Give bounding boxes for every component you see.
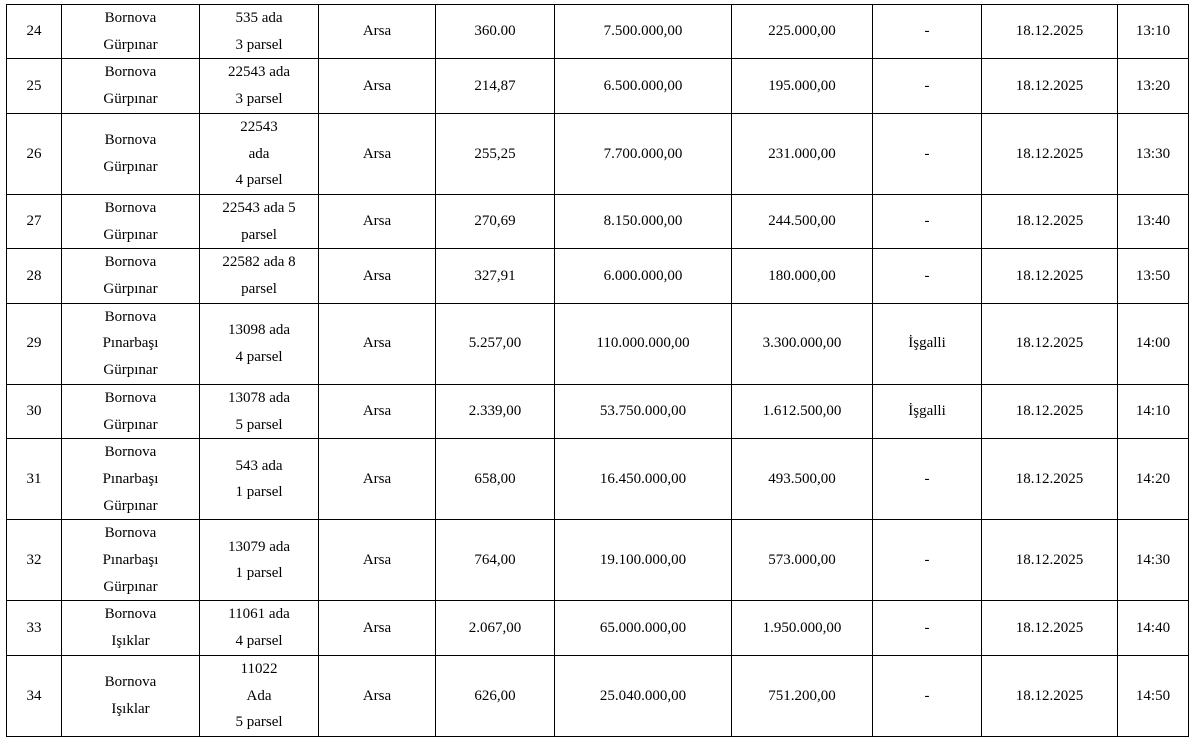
occupancy-note-cell: İşgalli <box>873 303 982 384</box>
table-row <box>7 601 1189 655</box>
location-cell: Bornova Gürpınar <box>62 5 200 59</box>
auction-time-cell: 14:30 <box>1118 520 1189 601</box>
parcel-cell: 535 ada 3 parsel <box>200 5 319 59</box>
area-cell: 626,00 <box>436 655 555 736</box>
location-cell: Bornova Işıklar <box>62 655 200 736</box>
estimated-value-cell: 53.750.000,00 <box>555 384 732 438</box>
parcel-cell: 22543 ada 3 parsel <box>200 59 319 113</box>
row-number: 31 <box>7 439 62 520</box>
auction-date-cell: 18.12.2025 <box>982 601 1118 655</box>
property-type-cell: Arsa <box>319 194 436 248</box>
table-row <box>7 655 1189 736</box>
parcel-cell: 22582 ada 8 parsel <box>200 249 319 303</box>
occupancy-note-cell: - <box>873 113 982 194</box>
auction-time-cell: 14:50 <box>1118 655 1189 736</box>
deposit-cell: 1.612.500,00 <box>732 384 873 438</box>
parcel-cell: 13079 ada 1 parsel <box>200 520 319 601</box>
area-cell: 327,91 <box>436 249 555 303</box>
auction-date-cell: 18.12.2025 <box>982 655 1118 736</box>
location-cell: Bornova Gürpınar <box>62 194 200 248</box>
auction-time-cell: 13:40 <box>1118 194 1189 248</box>
location-cell: Bornova Gürpınar <box>62 384 200 438</box>
table-row <box>7 113 1189 194</box>
estimated-value-cell: 16.450.000,00 <box>555 439 732 520</box>
table-row <box>7 5 1189 59</box>
occupancy-note-cell: - <box>873 601 982 655</box>
row-number: 26 <box>7 113 62 194</box>
auction-date-cell: 18.12.2025 <box>982 194 1118 248</box>
occupancy-note-cell: - <box>873 655 982 736</box>
row-number: 30 <box>7 384 62 438</box>
property-type-cell: Arsa <box>319 520 436 601</box>
row-number: 25 <box>7 59 62 113</box>
occupancy-note-cell: İşgalli <box>873 384 982 438</box>
table-row <box>7 59 1189 113</box>
property-type-cell: Arsa <box>319 5 436 59</box>
estimated-value-cell: 7.700.000,00 <box>555 113 732 194</box>
auction-date-cell: 18.12.2025 <box>982 384 1118 438</box>
table-row <box>7 439 1189 520</box>
parcel-cell: 13078 ada 5 parsel <box>200 384 319 438</box>
deposit-cell: 3.300.000,00 <box>732 303 873 384</box>
location-cell: Bornova Pınarbaşı Gürpınar <box>62 439 200 520</box>
occupancy-note-cell: - <box>873 439 982 520</box>
location-cell: Bornova Pınarbaşı Gürpınar <box>62 303 200 384</box>
auction-time-cell: 13:10 <box>1118 5 1189 59</box>
occupancy-note-cell: - <box>873 249 982 303</box>
area-cell: 270,69 <box>436 194 555 248</box>
auction-time-cell: 14:00 <box>1118 303 1189 384</box>
auction-date-cell: 18.12.2025 <box>982 520 1118 601</box>
table-row <box>7 520 1189 601</box>
estimated-value-cell: 6.000.000,00 <box>555 249 732 303</box>
auction-time-cell: 14:40 <box>1118 601 1189 655</box>
row-number: 33 <box>7 601 62 655</box>
parcel-cell: 22543 ada 5 parsel <box>200 194 319 248</box>
area-cell: 255,25 <box>436 113 555 194</box>
parcel-cell: 13098 ada 4 parsel <box>200 303 319 384</box>
occupancy-note-cell: - <box>873 59 982 113</box>
row-number: 29 <box>7 303 62 384</box>
deposit-cell: 231.000,00 <box>732 113 873 194</box>
table-row <box>7 194 1189 248</box>
auction-time-cell: 13:30 <box>1118 113 1189 194</box>
deposit-cell: 180.000,00 <box>732 249 873 303</box>
auction-date-cell: 18.12.2025 <box>982 5 1118 59</box>
auction-time-cell: 13:20 <box>1118 59 1189 113</box>
deposit-cell: 195.000,00 <box>732 59 873 113</box>
table-row <box>7 384 1189 438</box>
property-type-cell: Arsa <box>319 303 436 384</box>
parcel-cell: 11061 ada 4 parsel <box>200 601 319 655</box>
area-cell: 2.339,00 <box>436 384 555 438</box>
deposit-cell: 751.200,00 <box>732 655 873 736</box>
auction-date-cell: 18.12.2025 <box>982 303 1118 384</box>
parcel-cell: 22543 ada 4 parsel <box>200 113 319 194</box>
parcel-cell: 11022 Ada 5 parsel <box>200 655 319 736</box>
estimated-value-cell: 7.500.000,00 <box>555 5 732 59</box>
location-cell: Bornova Pınarbaşı Gürpınar <box>62 520 200 601</box>
deposit-cell: 1.950.000,00 <box>732 601 873 655</box>
auction-time-cell: 14:20 <box>1118 439 1189 520</box>
property-type-cell: Arsa <box>319 655 436 736</box>
estimated-value-cell: 25.040.000,00 <box>555 655 732 736</box>
property-type-cell: Arsa <box>319 113 436 194</box>
auction-time-cell: 14:10 <box>1118 384 1189 438</box>
property-type-cell: Arsa <box>319 384 436 438</box>
auction-date-cell: 18.12.2025 <box>982 439 1118 520</box>
auction-date-cell: 18.12.2025 <box>982 59 1118 113</box>
location-cell: Bornova Işıklar <box>62 601 200 655</box>
auction-time-cell: 13:50 <box>1118 249 1189 303</box>
deposit-cell: 244.500,00 <box>732 194 873 248</box>
estimated-value-cell: 110.000.000,00 <box>555 303 732 384</box>
auction-date-cell: 18.12.2025 <box>982 113 1118 194</box>
estimated-value-cell: 19.100.000,00 <box>555 520 732 601</box>
auction-table <box>6 4 1189 737</box>
table-row <box>7 303 1189 384</box>
area-cell: 214,87 <box>436 59 555 113</box>
location-cell: Bornova Gürpınar <box>62 59 200 113</box>
deposit-cell: 573.000,00 <box>732 520 873 601</box>
area-cell: 658,00 <box>436 439 555 520</box>
row-number: 24 <box>7 5 62 59</box>
row-number: 27 <box>7 194 62 248</box>
estimated-value-cell: 65.000.000,00 <box>555 601 732 655</box>
area-cell: 764,00 <box>436 520 555 601</box>
deposit-cell: 225.000,00 <box>732 5 873 59</box>
area-cell: 5.257,00 <box>436 303 555 384</box>
estimated-value-cell: 8.150.000,00 <box>555 194 732 248</box>
row-number: 34 <box>7 655 62 736</box>
deposit-cell: 493.500,00 <box>732 439 873 520</box>
parcel-cell: 543 ada 1 parsel <box>200 439 319 520</box>
property-type-cell: Arsa <box>319 439 436 520</box>
row-number: 32 <box>7 520 62 601</box>
occupancy-note-cell: - <box>873 520 982 601</box>
property-type-cell: Arsa <box>319 249 436 303</box>
table-row <box>7 249 1189 303</box>
auction-date-cell: 18.12.2025 <box>982 249 1118 303</box>
location-cell: Bornova Gürpınar <box>62 113 200 194</box>
location-cell: Bornova Gürpınar <box>62 249 200 303</box>
row-number: 28 <box>7 249 62 303</box>
property-type-cell: Arsa <box>319 601 436 655</box>
area-cell: 360.00 <box>436 5 555 59</box>
estimated-value-cell: 6.500.000,00 <box>555 59 732 113</box>
occupancy-note-cell: - <box>873 194 982 248</box>
area-cell: 2.067,00 <box>436 601 555 655</box>
occupancy-note-cell: - <box>873 5 982 59</box>
property-type-cell: Arsa <box>319 59 436 113</box>
